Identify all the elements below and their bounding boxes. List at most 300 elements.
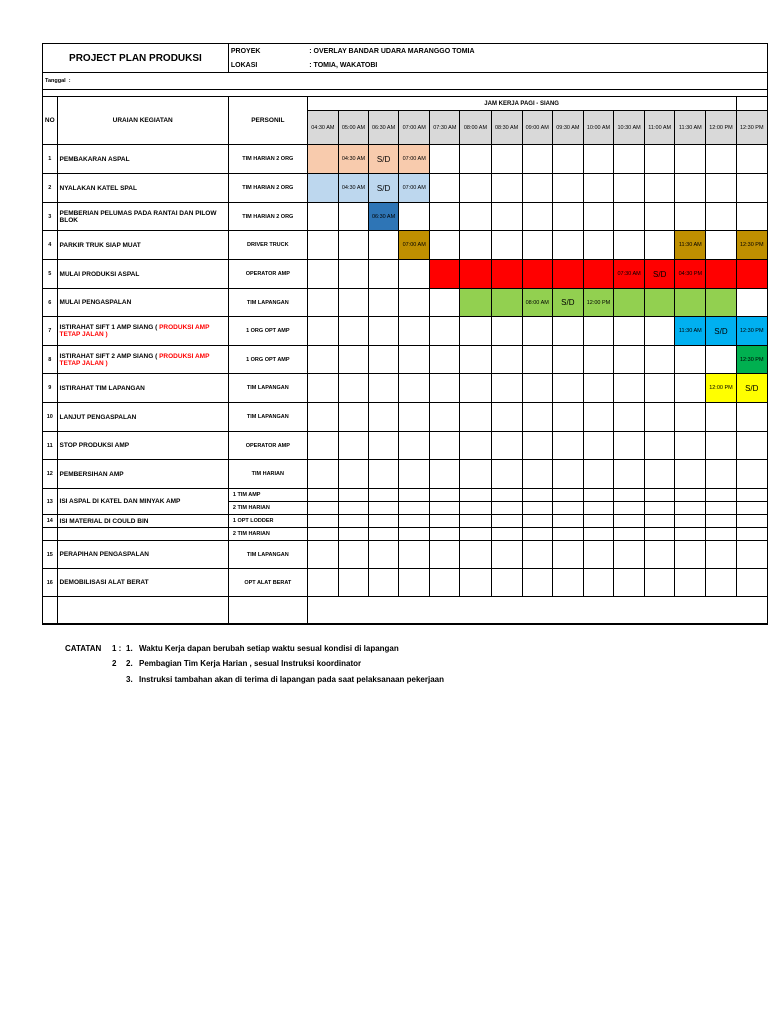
note-3-sub: 3. — [126, 675, 133, 684]
schedule-cell — [430, 489, 460, 502]
schedule-cell — [369, 289, 399, 317]
schedule-cell — [552, 489, 583, 502]
schedule-cell — [399, 528, 430, 541]
activity-cell — [57, 569, 228, 597]
schedule-cell — [645, 374, 675, 403]
table-row — [43, 374, 768, 403]
schedule-cell — [675, 203, 706, 231]
schedule-cell — [645, 174, 675, 203]
activity-cell-empty — [57, 528, 228, 541]
personnel-cell: 1 OPT LODDER — [228, 515, 307, 528]
schedule-cell — [430, 289, 460, 317]
personnel-cell: TIM LAPANGAN — [228, 289, 307, 317]
activity-cell: ISI MATERIAL DI COULD BIN — [57, 515, 228, 528]
schedule-cell — [645, 346, 675, 374]
row-number: 2 — [43, 174, 58, 203]
schedule-cell — [614, 289, 645, 317]
schedule-cell — [369, 231, 399, 260]
schedule-cell — [583, 460, 613, 489]
schedule-cell — [736, 569, 767, 597]
schedule-cell — [522, 231, 552, 260]
table-row — [43, 403, 768, 432]
time-marker: 08:00 AM — [522, 289, 552, 317]
schedule-cell — [522, 569, 552, 597]
schedule-cell — [614, 569, 645, 597]
schedule-cell — [399, 346, 430, 374]
schedule-cell — [307, 346, 338, 374]
activity-cell — [57, 260, 228, 289]
proyek-value: : OVERLAY BANDAR UDARA MARANGGO TOMIA — [307, 44, 767, 59]
time-header-cell: 12:00 PM — [706, 111, 736, 145]
row-number: 10 — [43, 403, 58, 432]
schedule-cell — [614, 541, 645, 569]
schedule-cell — [583, 174, 613, 203]
schedule-cell — [736, 432, 767, 460]
schedule-cell — [552, 317, 583, 346]
schedule-cell — [491, 145, 522, 174]
schedule-cell — [583, 145, 613, 174]
schedule-cell — [552, 515, 583, 528]
schedule-cell — [491, 432, 522, 460]
schedule-cell — [675, 374, 706, 403]
schedule-cell — [552, 502, 583, 515]
schedule-cell — [736, 541, 767, 569]
schedule-cell — [491, 489, 522, 502]
schedule-cell — [736, 502, 767, 515]
activity-text: PARKIR TRUK SIAP MUAT — [59, 241, 141, 249]
schedule-cell — [583, 346, 613, 374]
schedule-cell — [706, 403, 736, 432]
personnel-cell: 2 TIM HARIAN — [228, 528, 307, 541]
schedule-cell — [552, 541, 583, 569]
row-number: 8 — [43, 346, 58, 374]
activity-cell — [57, 460, 228, 489]
row-number: 11 — [43, 432, 58, 460]
schedule-cell — [430, 569, 460, 597]
time-marker: 07:00 AM — [399, 145, 430, 174]
schedule-cell — [460, 460, 491, 489]
schedule-cell — [430, 460, 460, 489]
proyek-label: PROYEK — [228, 44, 307, 59]
schedule-cell — [645, 569, 675, 597]
schedule-cell — [614, 145, 645, 174]
schedule-cell — [583, 541, 613, 569]
personnel-cell: TIM HARIAN — [228, 460, 307, 489]
schedule-cell — [430, 317, 460, 346]
schedule-cell — [491, 346, 522, 374]
activity-text: ISTIRAHAT SIFT 2 AMP SIANG ( — [59, 352, 160, 360]
schedule-cell — [430, 403, 460, 432]
schedule-cell — [338, 528, 368, 541]
time-header-cell: 10:00 AM — [583, 111, 613, 145]
time-header-cell: 11:30 AM — [675, 111, 706, 145]
schedule-cell — [338, 515, 368, 528]
personnel-cell: 1 TIM AMP — [228, 489, 307, 502]
col-jam-header: JAM KERJA PAGI - SIANG — [307, 97, 736, 111]
personnel-cell: DRIVER TRUCK — [228, 231, 307, 260]
activity-text: MULAI PENGASPALAN — [59, 299, 132, 306]
schedule-cell — [645, 231, 675, 260]
col-personil-header: PERSONIL — [228, 97, 307, 145]
schedule-cell — [369, 346, 399, 374]
schedule-cell — [736, 145, 767, 174]
schedule-cell — [736, 174, 767, 203]
table-row — [43, 460, 768, 489]
personnel-cell: TIM HARIAN 2 ORG — [228, 145, 307, 174]
time-marker: 12:00 PM — [706, 374, 736, 403]
schedule-cell — [307, 460, 338, 489]
time-header-cell: 12:30 PM — [736, 111, 767, 145]
schedule-cell — [522, 528, 552, 541]
schedule-cell — [399, 289, 430, 317]
schedule-cell — [522, 174, 552, 203]
activity-text: DEMOBILISASI ALAT BERAT — [59, 579, 149, 586]
schedule-cell — [369, 569, 399, 597]
schedule-cell — [522, 317, 552, 346]
time-header-cell: 11:00 AM — [645, 111, 675, 145]
schedule-cell — [460, 374, 491, 403]
schedule-cell — [369, 541, 399, 569]
schedule-cell — [460, 203, 491, 231]
activity-cell — [57, 174, 228, 203]
schedule-cell — [307, 541, 338, 569]
range-separator: S/D — [369, 145, 399, 174]
schedule-cell — [399, 260, 430, 289]
time-header-cell: 07:30 AM — [430, 111, 460, 145]
schedule-cell — [583, 515, 613, 528]
schedule-cell — [675, 289, 706, 317]
schedule-cell — [614, 403, 645, 432]
schedule-cell — [369, 403, 399, 432]
schedule-cell — [675, 541, 706, 569]
schedule-cell — [491, 502, 522, 515]
activity-cell — [57, 289, 228, 317]
schedule-cell — [552, 528, 583, 541]
schedule-cell — [307, 489, 338, 502]
schedule-cell — [706, 569, 736, 597]
schedule-cell — [430, 174, 460, 203]
personnel-cell-empty — [228, 597, 307, 624]
personnel-cell: TIM HARIAN 2 ORG — [228, 203, 307, 231]
schedule-cell — [614, 432, 645, 460]
schedule-cell — [338, 432, 368, 460]
schedule-cell — [552, 346, 583, 374]
range-separator: S/D — [552, 289, 583, 317]
schedule-cell — [491, 541, 522, 569]
time-marker: 12:00 PM — [583, 289, 613, 317]
schedule-cell — [430, 502, 460, 515]
activity-cell — [57, 145, 228, 174]
activity-cell — [57, 317, 228, 346]
tanggal-value: : — [68, 78, 71, 84]
schedule-cell — [399, 374, 430, 403]
personnel-cell: OPERATOR AMP — [228, 432, 307, 460]
schedule-cell — [645, 460, 675, 489]
schedule-cell — [614, 515, 645, 528]
schedule-cell — [369, 317, 399, 346]
time-marker: 04:30 AM — [338, 145, 368, 174]
schedule-cell — [583, 528, 613, 541]
time-header-cell: 08:00 AM — [460, 111, 491, 145]
schedule-cell — [460, 174, 491, 203]
schedule-cell — [552, 145, 583, 174]
production-plan-sheet — [42, 43, 768, 625]
schedule-cell — [736, 515, 767, 528]
schedule-cell — [338, 460, 368, 489]
schedule-cell — [675, 502, 706, 515]
schedule-cell — [614, 231, 645, 260]
schedule-cell — [338, 260, 368, 289]
schedule-cell — [736, 289, 767, 317]
table-row — [43, 541, 768, 569]
schedule-cell — [338, 203, 368, 231]
activity-cell — [57, 403, 228, 432]
schedule-cell — [369, 528, 399, 541]
schedule-cell — [491, 374, 522, 403]
schedule-cell — [430, 528, 460, 541]
schedule-cell — [491, 317, 522, 346]
schedule-cell — [460, 260, 491, 289]
table-row — [43, 528, 768, 541]
schedule-cell — [491, 260, 522, 289]
schedule-cell — [491, 203, 522, 231]
schedule-cell — [583, 260, 613, 289]
schedule-cell — [706, 145, 736, 174]
schedule-cell — [338, 403, 368, 432]
lokasi-value: : TOMIA, WAKATOBI — [307, 59, 767, 73]
note-2-num: 2 — [112, 659, 117, 668]
row-number-empty — [43, 528, 58, 541]
table-row — [43, 289, 768, 317]
schedule-cell — [675, 515, 706, 528]
personnel-cell: 2 TIM HARIAN — [228, 502, 307, 515]
activity-text: ISTIRAHAT TIM LAPANGAN — [59, 384, 145, 392]
schedule-cell — [552, 174, 583, 203]
schedule-cell — [338, 569, 368, 597]
activity-text: LANJUT PENGASPALAN — [59, 413, 137, 421]
schedule-cell — [706, 231, 736, 260]
notes-label: CATATAN — [65, 644, 102, 653]
schedule-cell — [307, 569, 338, 597]
schedule-cell — [399, 515, 430, 528]
schedule-cell — [430, 346, 460, 374]
schedule-cell — [583, 203, 613, 231]
activity-cell — [57, 203, 228, 231]
schedule-cell — [460, 432, 491, 460]
schedule-cell — [552, 432, 583, 460]
schedule-cell — [430, 260, 460, 289]
activity-text: PERAPIHAN PENGASPALAN — [59, 551, 149, 558]
schedule-cell — [307, 260, 338, 289]
schedule-cell — [399, 541, 430, 569]
schedule-cell — [614, 528, 645, 541]
row-number-empty — [43, 597, 58, 624]
tanggal-field — [43, 73, 768, 90]
schedule-cell — [307, 515, 338, 528]
row-number: 13 — [43, 489, 58, 515]
schedule-cell — [460, 569, 491, 597]
schedule-cell — [706, 203, 736, 231]
schedule-cell — [399, 460, 430, 489]
schedule-cell — [307, 374, 338, 403]
schedule-cell — [645, 145, 675, 174]
personnel-cell: 1 ORG OPT AMP — [228, 346, 307, 374]
schedule-cell — [338, 231, 368, 260]
schedule-cell — [338, 317, 368, 346]
schedule-cell — [614, 346, 645, 374]
schedule-cell — [583, 317, 613, 346]
schedule-cell — [552, 374, 583, 403]
schedule-cell — [675, 528, 706, 541]
time-marker: 11:30 AM — [675, 317, 706, 346]
schedule-cell — [399, 489, 430, 502]
schedule-cell — [491, 174, 522, 203]
schedule-cell — [369, 515, 399, 528]
range-separator: S/D — [736, 374, 767, 403]
schedule-cell — [645, 289, 675, 317]
activity-text: STOP PRODUKSI AMP — [59, 442, 130, 449]
schedule-cell — [430, 541, 460, 569]
schedule-empty — [307, 597, 767, 624]
schedule-cell — [706, 432, 736, 460]
schedule-cell — [736, 489, 767, 502]
personnel-cell: 1 ORG OPT AMP — [228, 317, 307, 346]
row-number: 14 — [43, 515, 58, 528]
schedule-cell — [460, 541, 491, 569]
schedule-cell — [645, 317, 675, 346]
schedule-cell — [614, 174, 645, 203]
schedule-cell — [552, 260, 583, 289]
schedule-cell — [522, 489, 552, 502]
schedule-cell — [614, 374, 645, 403]
schedule-cell — [583, 231, 613, 260]
schedule-cell — [369, 460, 399, 489]
schedule-cell — [614, 203, 645, 231]
time-header-cell: 05:00 AM — [338, 111, 368, 145]
activity-cell — [57, 541, 228, 569]
schedule-cell — [552, 231, 583, 260]
schedule-cell — [338, 541, 368, 569]
table-row — [43, 145, 768, 174]
schedule-cell — [706, 260, 736, 289]
schedule-cell — [460, 528, 491, 541]
schedule-cell — [399, 203, 430, 231]
schedule-cell — [399, 403, 430, 432]
schedule-cell — [706, 541, 736, 569]
activity-text: PEMBERIAN PELUMAS PADA RANTAI DAN PILOW BLOK — [59, 209, 217, 224]
time-marker: 12:30 PM — [736, 317, 767, 346]
row-number: 4 — [43, 231, 58, 260]
schedule-cell — [522, 145, 552, 174]
col-jam-extra — [736, 97, 767, 111]
schedule-cell — [706, 502, 736, 515]
time-header-cell: 04:30 AM — [307, 111, 338, 145]
table-row — [43, 203, 768, 231]
time-header-cell: 09:00 AM — [522, 111, 552, 145]
schedule-cell — [430, 374, 460, 403]
schedule-cell — [583, 403, 613, 432]
schedule-cell — [338, 289, 368, 317]
schedule-cell — [491, 460, 522, 489]
schedule-cell — [736, 260, 767, 289]
schedule-cell — [338, 489, 368, 502]
activity-note: PRODUKSI AMP TETAP JALAN ) — [59, 324, 210, 338]
row-number: 9 — [43, 374, 58, 403]
time-marker: 06:30 AM — [369, 203, 399, 231]
schedule-cell — [583, 502, 613, 515]
schedule-cell — [614, 502, 645, 515]
time-marker: 11:30 AM — [675, 231, 706, 260]
time-header-cell: 07:00 AM — [399, 111, 430, 145]
row-number: 15 — [43, 541, 58, 569]
range-separator: S/D — [706, 317, 736, 346]
schedule-cell — [369, 432, 399, 460]
schedule-cell — [522, 203, 552, 231]
schedule-cell — [706, 289, 736, 317]
schedule-cell — [399, 432, 430, 460]
schedule-cell — [460, 346, 491, 374]
schedule-cell — [706, 489, 736, 502]
personnel-cell: TIM LAPANGAN — [228, 403, 307, 432]
schedule-cell — [552, 460, 583, 489]
note-1-sub: 1. — [126, 644, 133, 653]
schedule-cell — [430, 515, 460, 528]
schedule-cell — [338, 374, 368, 403]
schedule-cell — [491, 528, 522, 541]
schedule-cell — [736, 528, 767, 541]
schedule-cell — [675, 569, 706, 597]
activity-cell: ISI ASPAL DI KATEL DAN MINYAK AMP — [57, 489, 228, 515]
activity-cell — [57, 432, 228, 460]
schedule-cell — [522, 346, 552, 374]
table-row — [43, 174, 768, 203]
personnel-cell: TIM LAPANGAN — [228, 541, 307, 569]
schedule-cell — [706, 528, 736, 541]
table-row — [43, 260, 768, 289]
range-separator: S/D — [369, 174, 399, 203]
table-row-empty — [43, 597, 768, 624]
schedule-cell — [522, 541, 552, 569]
schedule-cell — [369, 260, 399, 289]
schedule-cell — [307, 403, 338, 432]
schedule-cell — [399, 569, 430, 597]
schedule-cell — [522, 432, 552, 460]
time-header-cell: 10:30 AM — [614, 111, 645, 145]
row-number: 1 — [43, 145, 58, 174]
schedule-cell — [706, 174, 736, 203]
activity-cell — [57, 346, 228, 374]
schedule-cell — [522, 260, 552, 289]
page-title: PROJECT PLAN PRODUKSI — [43, 44, 229, 73]
schedule-cell — [675, 145, 706, 174]
schedule-cell — [430, 203, 460, 231]
schedule-cell — [307, 231, 338, 260]
schedule-cell — [645, 432, 675, 460]
time-marker: 04:30 AM — [338, 174, 368, 203]
schedule-cell — [706, 515, 736, 528]
schedule-cell — [430, 145, 460, 174]
note-1-text: Waktu Kerja dapan berubah setiap waktu sesual kondisi di lapangan — [139, 644, 399, 653]
personnel-cell: TIM HARIAN 2 ORG — [228, 174, 307, 203]
schedule-cell — [675, 432, 706, 460]
table-row — [43, 346, 768, 374]
time-marker: 12:30 PM — [736, 231, 767, 260]
time-marker: 07:30 AM — [614, 260, 645, 289]
schedule-cell — [583, 569, 613, 597]
schedule-cell — [460, 289, 491, 317]
col-uraian-header: URAIAN KEGIATAN — [57, 97, 228, 145]
time-header-cell: 08:30 AM — [491, 111, 522, 145]
